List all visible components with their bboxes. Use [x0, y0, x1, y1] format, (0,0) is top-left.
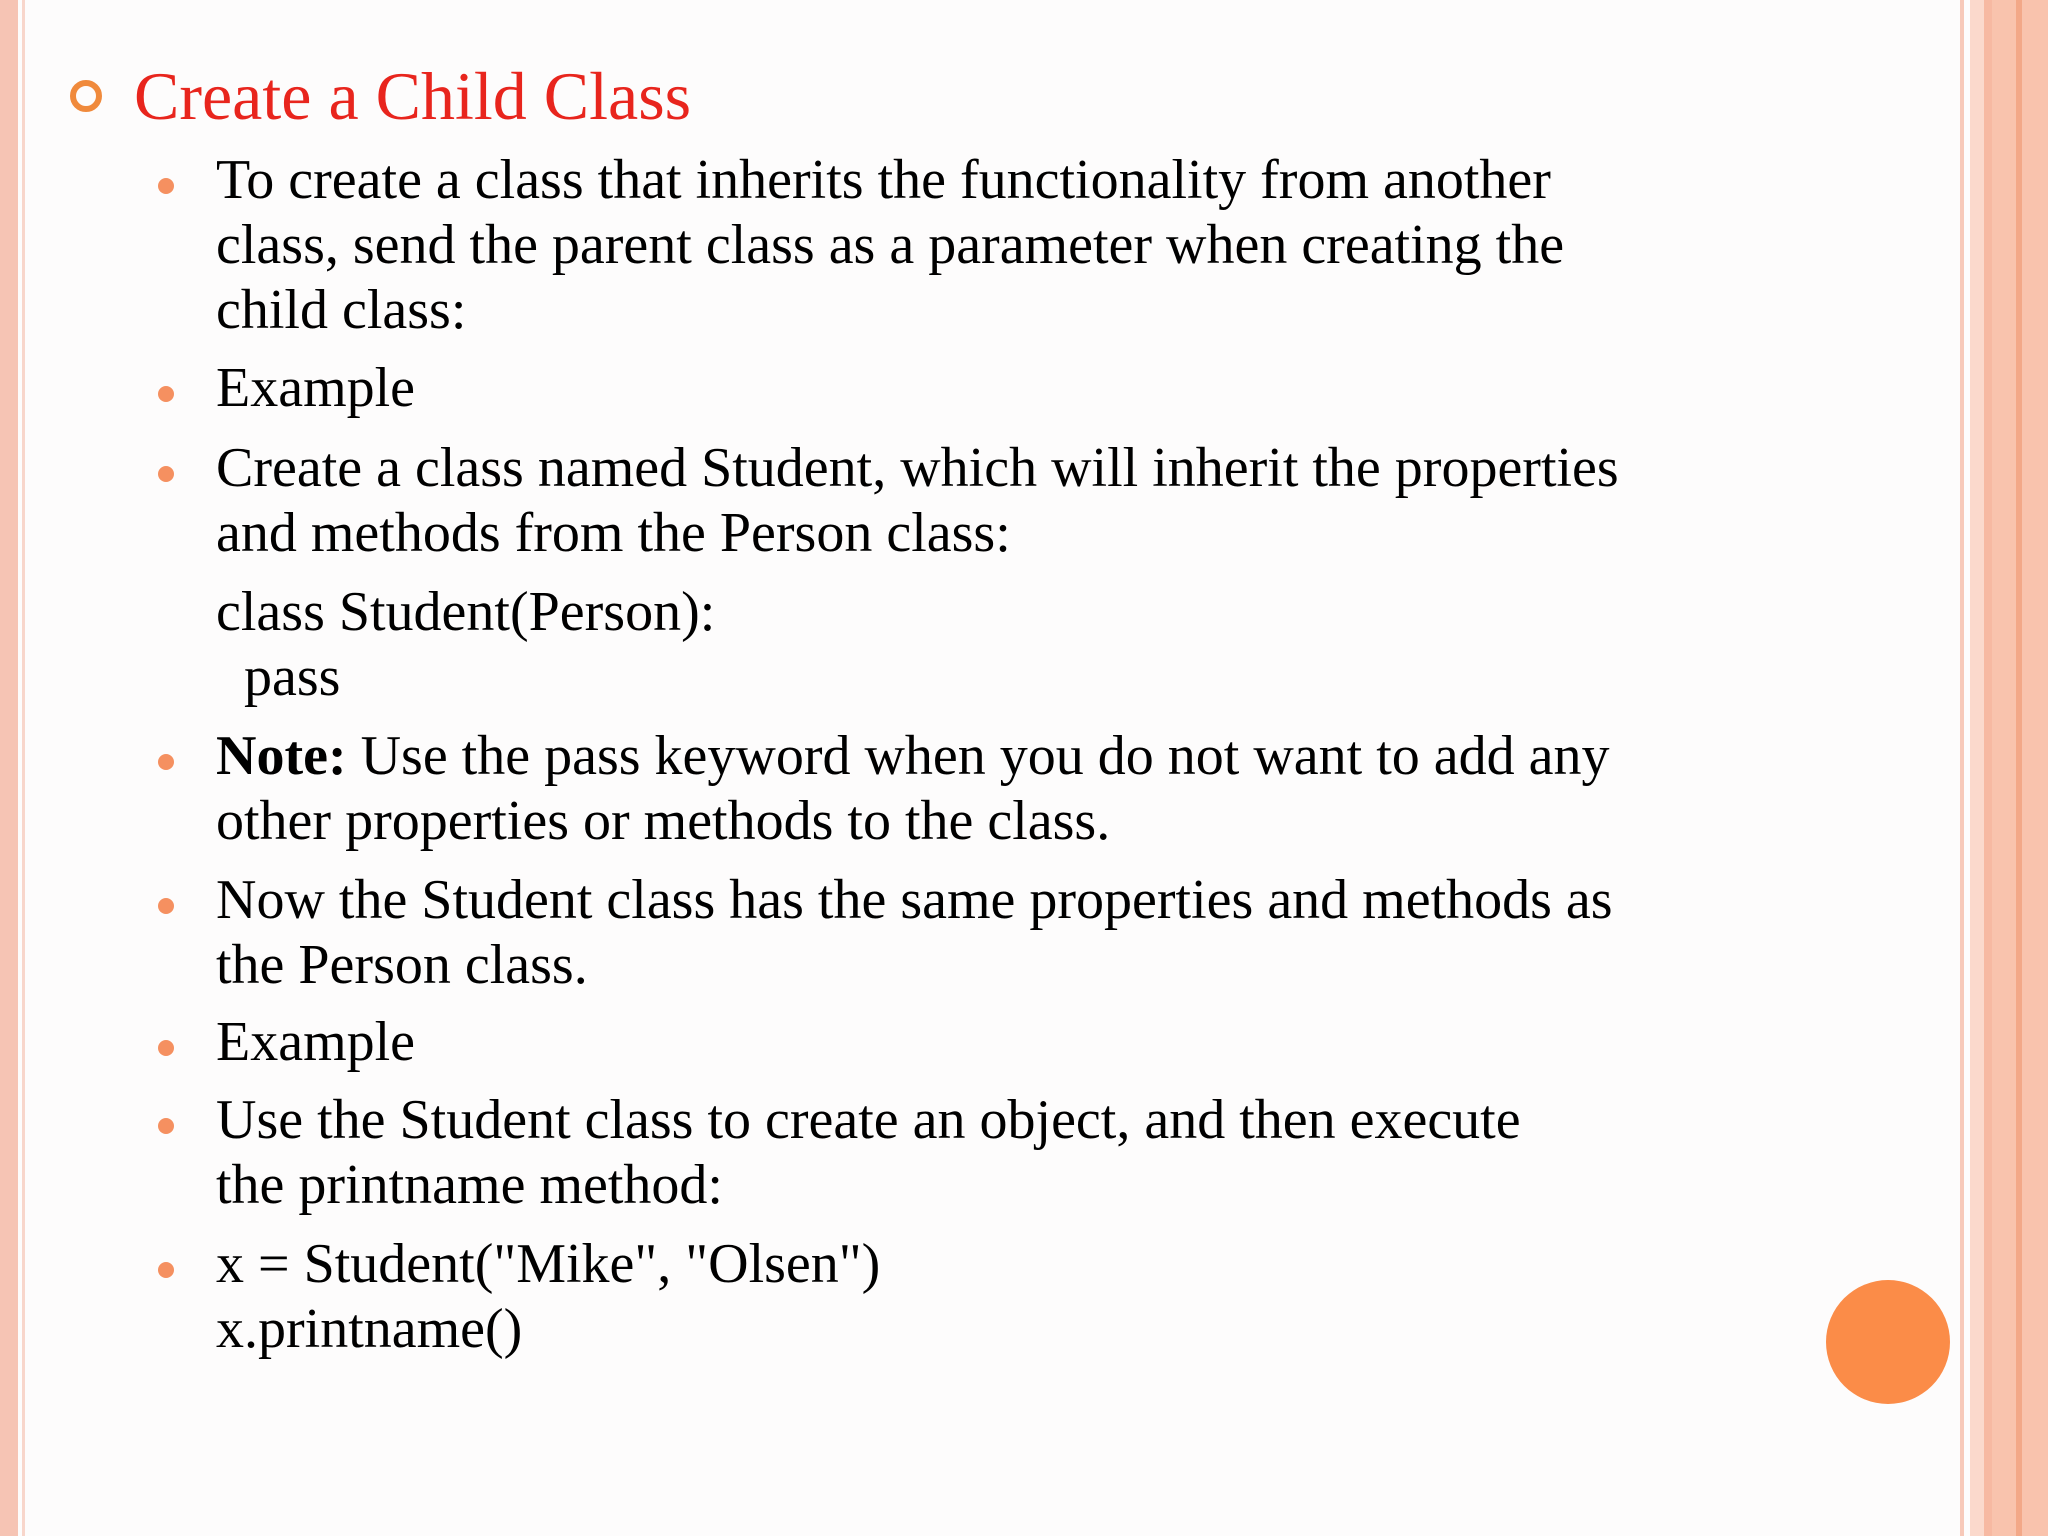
right-decorative-stripe — [2016, 0, 2022, 1536]
list-item-line: the Person class. — [216, 934, 588, 996]
list-item-line: Now the Student class has the same properties and methods as — [216, 869, 1613, 931]
code-line: class Student(Person): — [216, 581, 716, 643]
list-item-line: Use the Student class to create an object, and then execute — [216, 1089, 1521, 1151]
right-decorative-stripe — [1984, 0, 1992, 1536]
slide-title: Create a Child Class — [134, 58, 692, 134]
note-label: Note: — [216, 725, 347, 787]
left-decorative-line — [22, 0, 25, 1536]
bullet-dot-icon — [158, 898, 174, 914]
bullet-dot-icon — [158, 178, 174, 194]
list-item-line: x.printname() — [216, 1298, 523, 1360]
title-ring-bullet-icon — [70, 80, 102, 112]
list-item-line: Example — [216, 1011, 416, 1073]
list-item-line: x = Student("Mike", "Olsen") — [216, 1233, 881, 1295]
bullet-dot-icon — [158, 754, 174, 770]
code-line: pass — [216, 646, 341, 708]
bullet-dot-icon — [158, 1040, 174, 1056]
bullet-dot-icon — [158, 466, 174, 482]
list-item-line: the printname method: — [216, 1154, 723, 1216]
slide-title-row — [70, 56, 691, 136]
list-item-line: Create a class named Student, which will inherit the properties — [216, 437, 1619, 499]
bullet-dot-icon — [158, 1118, 174, 1134]
list-item-line: child class: — [216, 279, 467, 341]
decorative-orange-circle — [1826, 1280, 1950, 1404]
list-item-line: class, send the parent class as a parameter when creating the — [216, 214, 1565, 276]
left-decorative-stripe — [0, 0, 18, 1536]
list-item-line: To create a class that inherits the functionality from another — [216, 149, 1551, 211]
list-item-line: Example — [216, 357, 416, 419]
list-item-line — [216, 724, 1976, 789]
bullet-dot-icon — [158, 386, 174, 402]
note-text: Use the pass keyword when you do not want to add any — [360, 725, 1610, 787]
bullet-dot-icon — [158, 1262, 174, 1278]
list-item-line: other properties or methods to the class. — [216, 790, 1111, 852]
list-item-line: and methods from the Person class: — [216, 502, 1011, 564]
